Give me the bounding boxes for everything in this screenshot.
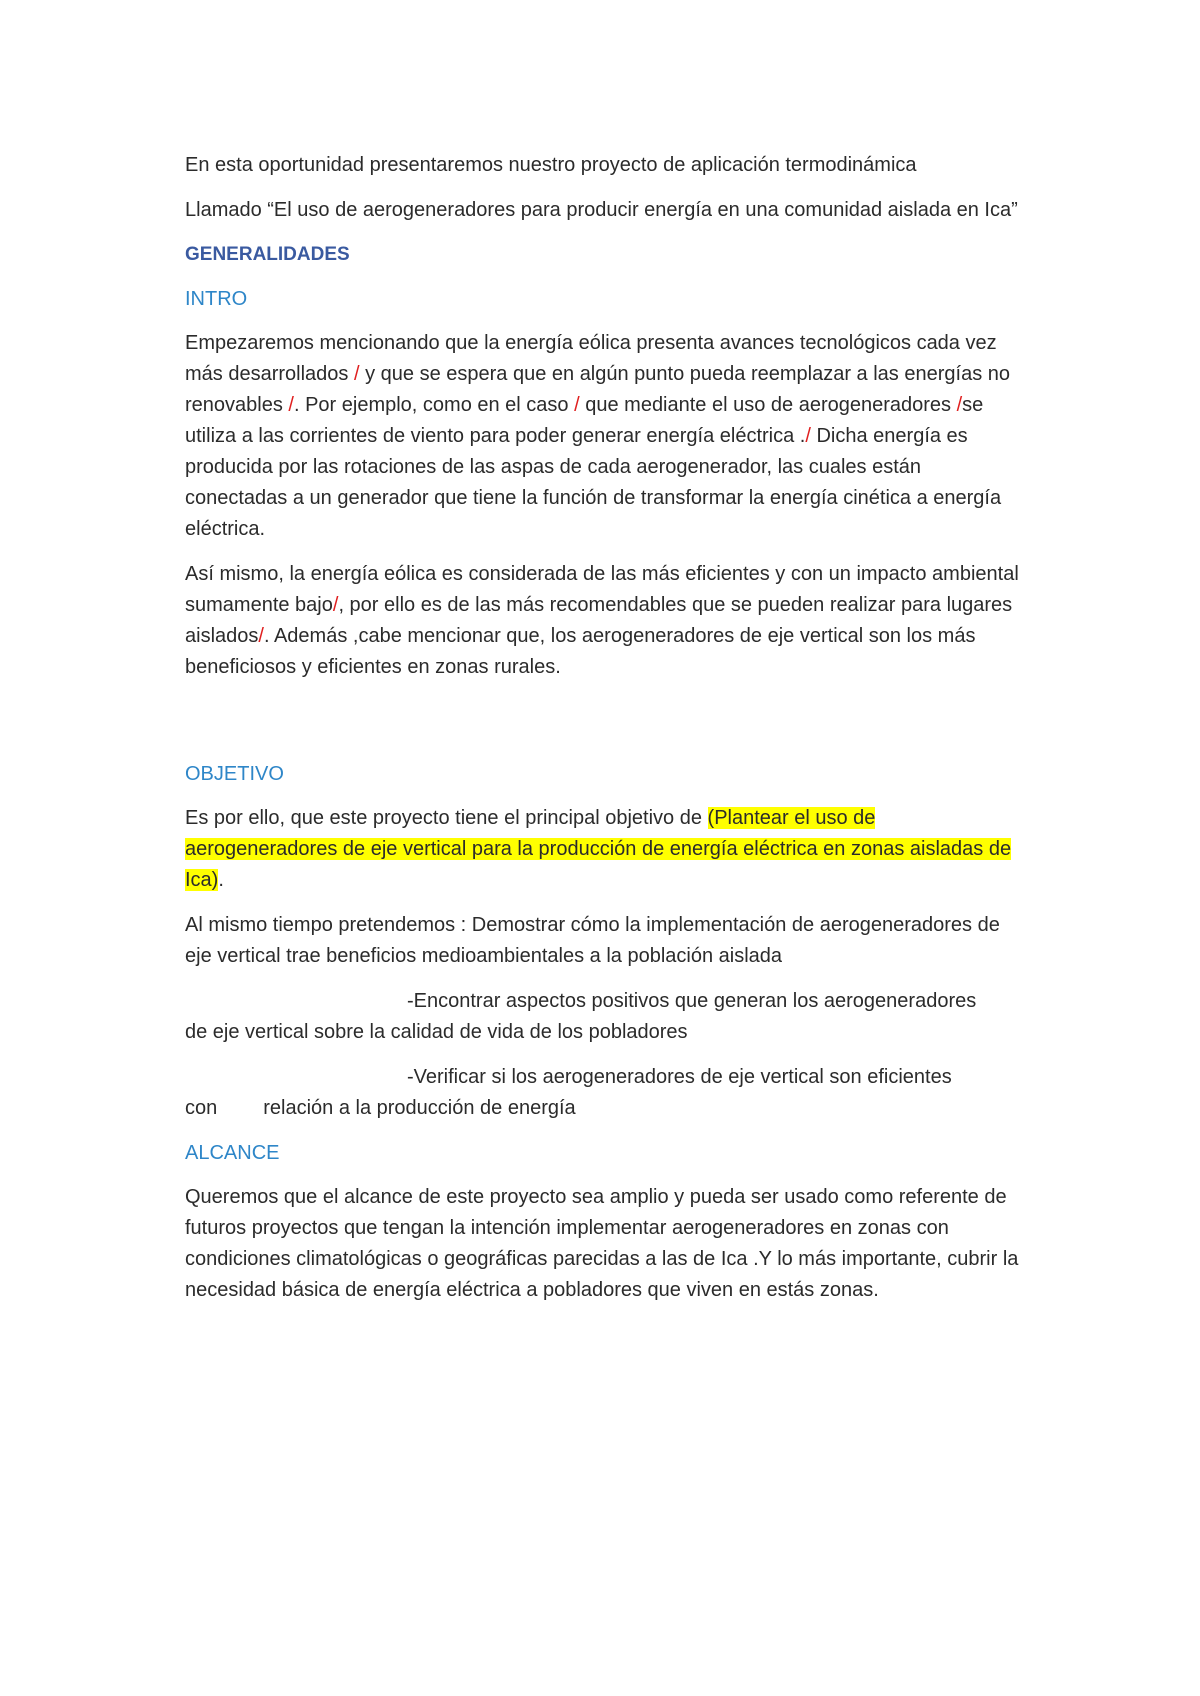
specific-objective-3 <box>185 1062 1025 1124</box>
specific-objective-2 <box>185 986 1025 1048</box>
intro-text-6: Dicha energía es producida por las rotaciones de las aspas de cada aerogenerador, las cuales están conectadas a un generador que tiene la función de transformar la energía cinética a energía eléctrica. <box>185 425 1002 540</box>
intro-text-2: y que se espera que en algún punto pueda reemplazar a las energías no renovables <box>185 363 1010 416</box>
slash-mark: / <box>956 394 963 416</box>
specific-objective-1: Al mismo tiempo pretendemos : Demostrar cómo la implementación de aerogeneradores de eje vertical trae beneficios medioambientales a la población aislada <box>185 914 1000 967</box>
specific-objective-3-line-1: -Verificar si los aerogeneradores de eje vertical son eficientes <box>407 1066 952 1088</box>
intro-text-5: se utiliza a las corrientes de viento para poder generar energía eléctrica . <box>185 394 984 447</box>
intro-text-3: . Por ejemplo, como en el caso <box>293 394 575 416</box>
objetivo-lead: Es por ello, que este proyecto tiene el principal objetivo de <box>185 807 708 829</box>
specific-objective-3-con: con <box>185 1097 218 1119</box>
intro-text-1: Empezaremos mencionando que la energía eólica presenta avances tecnológicos cada vez más desarrollados <box>185 332 997 385</box>
slash-mark: / <box>805 425 811 447</box>
slash-mark: / <box>332 594 339 616</box>
heading-alcance: ALCANCE <box>185 1142 280 1164</box>
slash-mark: / <box>288 394 294 416</box>
slash-mark: / <box>258 625 264 647</box>
heading-generalidades: GENERALIDADES <box>185 244 350 265</box>
objetivo-highlight: (Plantear el uso de aerogeneradores de eje vertical para la producción de energía eléctrica en zonas aisladas de Ica) <box>185 807 1012 891</box>
objetivo-end: . <box>218 869 224 891</box>
specific-objective-2-line-2: de eje vertical sobre la calidad de vida de los pobladores <box>185 1021 688 1043</box>
project-title-line: Llamado “El uso de aerogeneradores para producir energía en una comunidad aislada en Ica” <box>185 199 1018 221</box>
second-text-1: Así mismo, la energía eólica es considerada de las más eficientes y con un impacto ambiental sumamente bajo <box>185 563 1019 616</box>
document-page <box>185 150 1025 1320</box>
second-paragraph <box>185 559 1025 683</box>
heading-objetivo: OBJETIVO <box>185 763 284 785</box>
intro-text-4: que mediante el uso de aerogeneradores <box>579 394 957 416</box>
blank-space <box>185 697 1025 759</box>
slash-mark: / <box>353 363 360 385</box>
slash-mark: / <box>574 394 580 416</box>
objetivo-paragraph <box>185 803 1025 896</box>
intro-paragraph <box>185 328 1025 545</box>
second-text-2: , por ello es de las más recomendables que se pueden realizar para lugares aislados <box>185 594 1013 647</box>
heading-intro: INTRO <box>185 288 248 310</box>
specific-objective-3-line-2: relación a la producción de energía <box>263 1097 576 1119</box>
specific-objective-2-line-1: -Encontrar aspectos positivos que generan los aerogeneradores <box>407 990 977 1012</box>
intro-line: En esta oportunidad presentaremos nuestro proyecto de aplicación termodinámica <box>185 154 917 176</box>
alcance-paragraph: Queremos que el alcance de este proyecto sea amplio y pueda ser usado como referente de futuros proyectos que tengan la intención implementar aerogeneradores en zonas con condiciones climatológicas o geográficas parecidas a las de Ica .Y lo más importante, cubrir la necesidad básica de energía eléctrica a pobladores que viven en estás zonas. <box>185 1186 1019 1301</box>
second-text-3: . Además ,cabe mencionar que, los aerogeneradores de eje vertical son los más beneficiosos y eficientes en zonas rurales. <box>185 625 976 678</box>
